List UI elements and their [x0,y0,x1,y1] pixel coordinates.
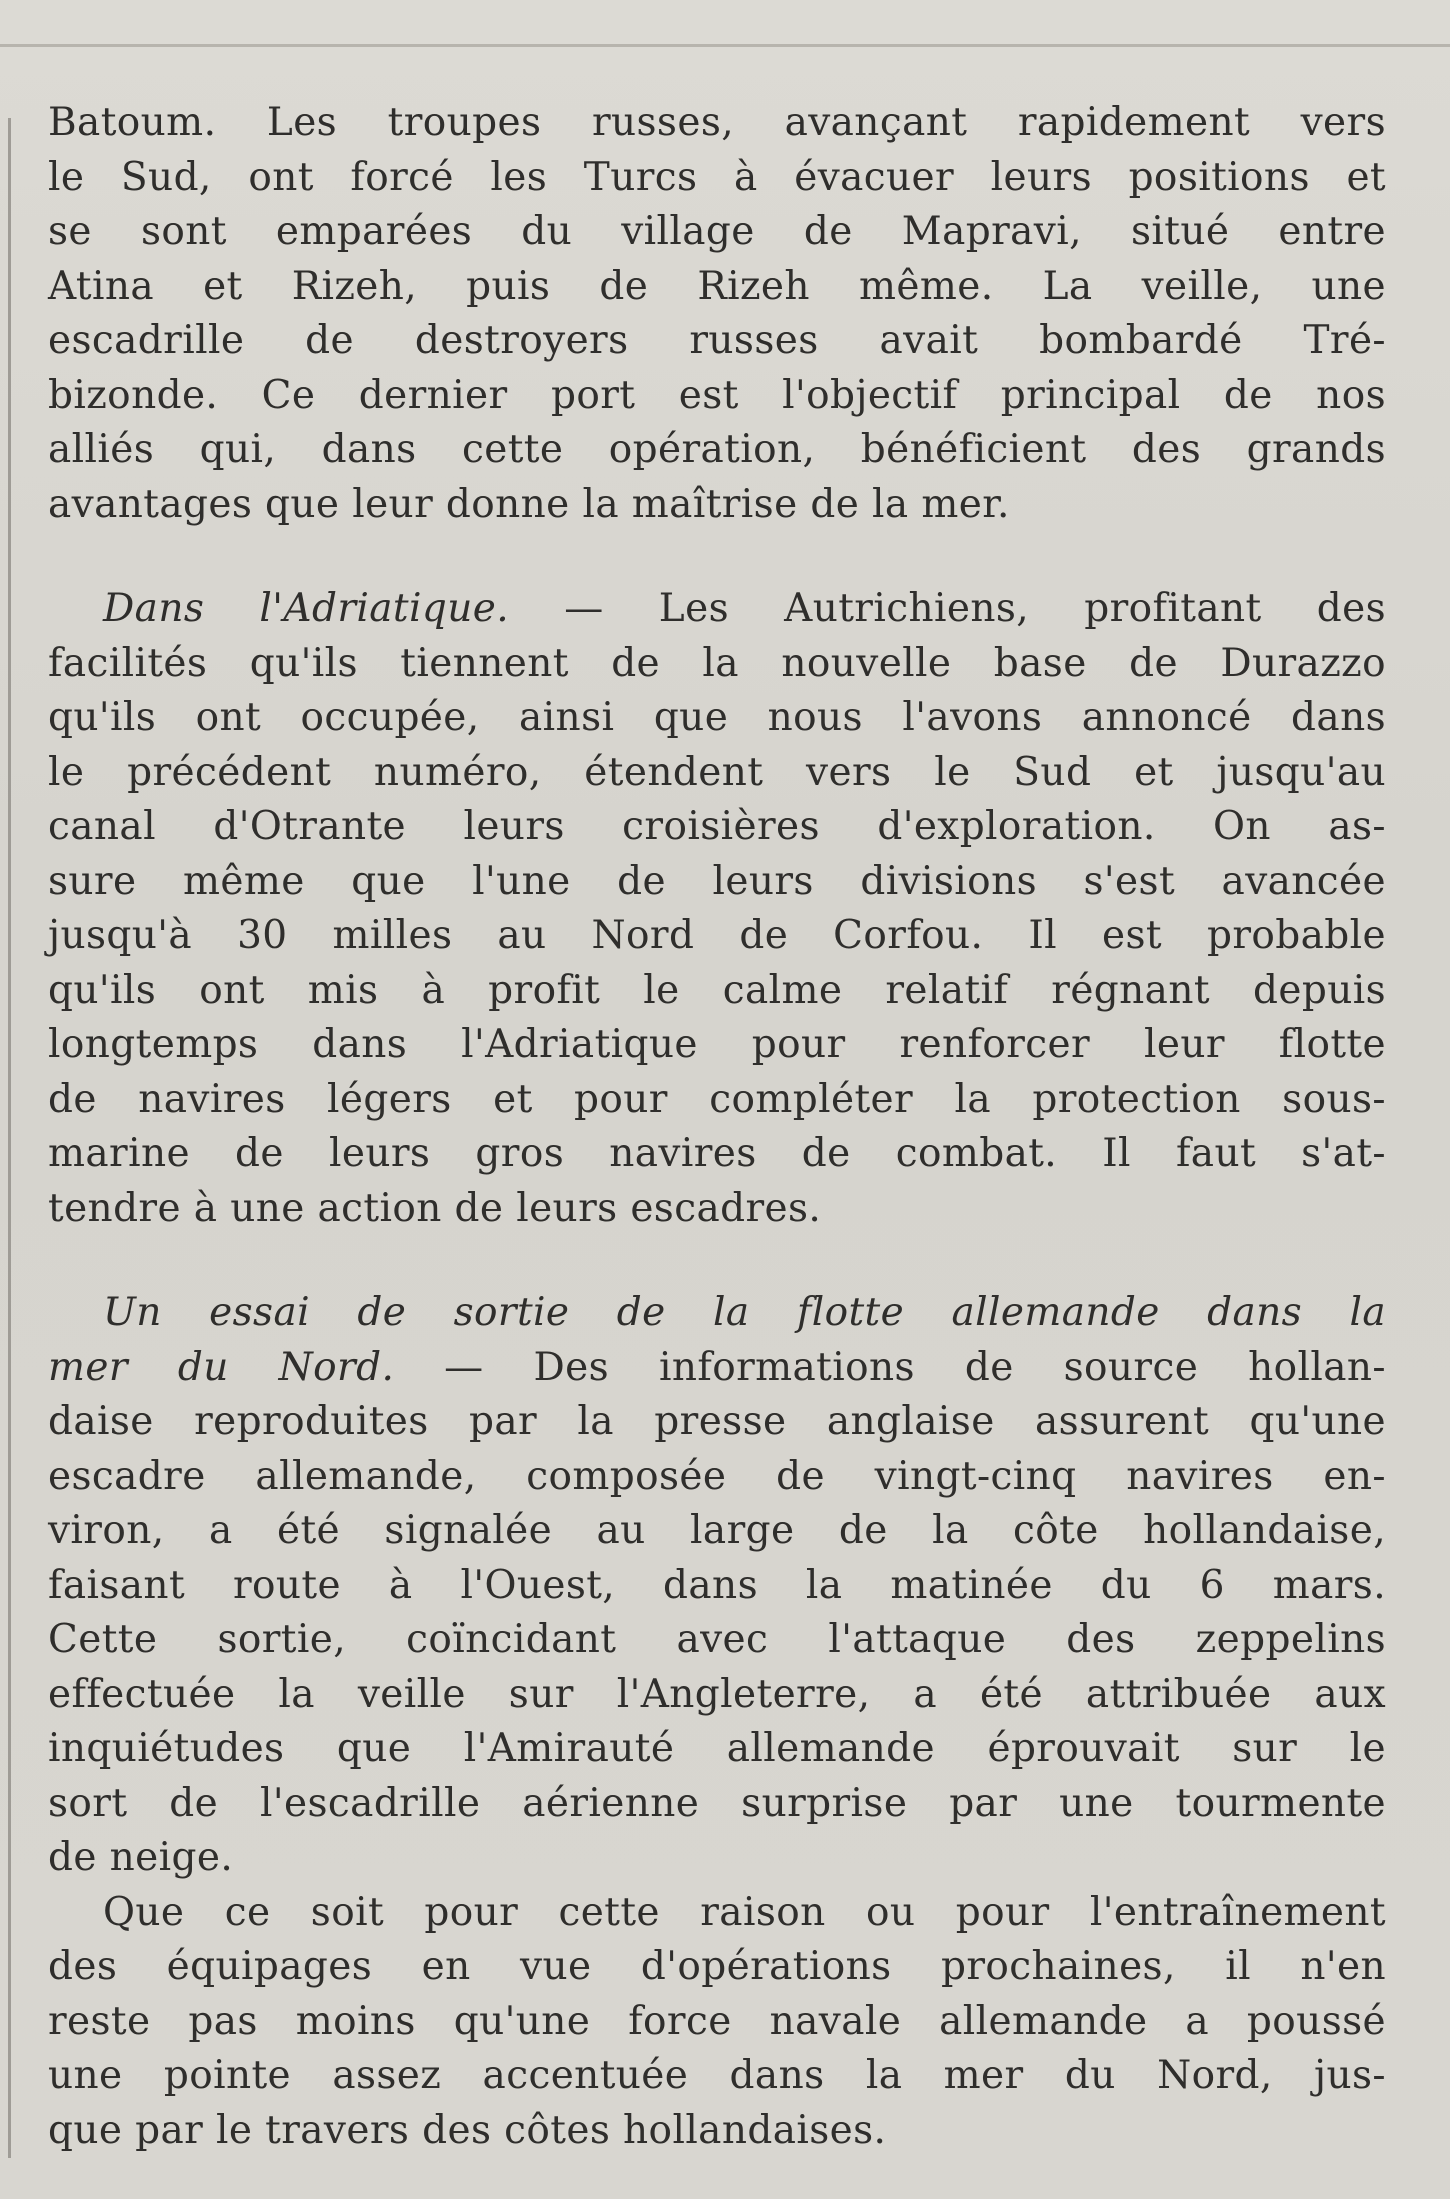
text-line: Batoum. Les troupes russes, avançant rapidement vers [48,100,1386,145]
left-margin-rule [8,118,11,2158]
article-text [48,96,1386,2158]
text-line: de neige. [48,1835,234,1880]
text-line: daise reproduites par la presse anglaise assurent qu'une [48,1399,1386,1444]
text-line: le Sud, ont forcé les Turcs à évacuer leurs positions et [48,154,1386,200]
paragraph-batoum [48,96,1386,532]
text-line: tendre à une action de leurs escadres. [48,1185,822,1231]
section-heading: mer du Nord. [48,1344,395,1390]
text-line [48,582,1386,637]
text-line: sort de l'escadrille aérienne surprise par une tourmente [48,1780,1386,1826]
paragraph-essai-de-sortie [48,1286,1386,1886]
paragraph-adriatique [48,582,1386,1236]
text-line: Cette sortie, coïncidant avec l'attaque des zeppelins [48,1617,1386,1662]
text-line: viron, a été signalée au large de la côte hollandaise, [48,1508,1386,1553]
text-line: Atina et Rizeh, puis de Rizeh même. La veille, une [48,263,1386,309]
text-line: que par le travers des côtes hollandaises. [48,2107,887,2153]
top-rule [0,44,1450,47]
text-line: qu'ils ont occupée, ainsi que nous l'avons annoncé dans [48,695,1386,740]
text-line: reste pas moins qu'une force navale allemande a poussé [48,1998,1386,2044]
text-line [48,1341,1386,1396]
text-line: alliés qui, dans cette opération, bénéficient des grands [48,427,1386,472]
text-line: de navires légers et pour compléter la protection sous- [48,1076,1386,1122]
text-line: escadre allemande, composée de vingt-cinq navires en- [48,1453,1386,1499]
text-line: Que ce soit pour cette raison ou pour l'entraînement [103,1889,1386,1935]
text-line: sure même que l'une de leurs divisions s'est avancée [48,858,1386,904]
text-line: facilités qu'ils tiennent de la nouvelle base de Durazzo [48,640,1386,686]
section-heading: Un essai de sortie de la flotte allemande dans la [103,1290,1386,1335]
text-line: se sont emparées du village de Mapravi, situé entre [48,209,1386,254]
text-run: — Les Autrichiens, profitant des [509,586,1386,631]
text-line: escadrille de destroyers russes avait bombardé Tré- [48,318,1386,363]
section-heading: Dans l'Adriatique. [103,586,510,631]
text-line: marine de leurs gros navires de combat. Il faut s'at- [48,1131,1386,1176]
text-run: — Des informations de source hollan- [394,1344,1386,1390]
text-line: une pointe assez accentuée dans la mer du Nord, jus- [48,2053,1386,2098]
text-line: jusqu'à 30 milles au Nord de Corfou. Il est probable [48,913,1386,958]
text-line: bizonde. Ce dernier port est l'objectif principal de nos [48,372,1386,418]
text-line: avantages que leur donne la maîtrise de la mer. [48,481,1010,527]
text-line: le précédent numéro, étendent vers le Sud et jusqu'au [48,749,1386,795]
text-line: canal d'Otrante leurs croisières d'exploration. On as- [48,804,1386,849]
text-line: longtemps dans l'Adriatique pour renforcer leur flotte [48,1022,1386,1067]
text-line: effectuée la veille sur l'Angleterre, a été attribuée aux [48,1671,1386,1717]
paragraph-conclusion [48,1886,1386,2159]
text-line: qu'ils ont mis à profit le calme relatif régnant depuis [48,967,1386,1013]
text-line: inquiétudes que l'Amirauté allemande éprouvait sur le [48,1726,1386,1771]
text-line: faisant route à l'Ouest, dans la matinée du 6 mars. [48,1562,1386,1608]
text-line: des équipages en vue d'opérations prochaines, il n'en [48,1944,1386,1989]
